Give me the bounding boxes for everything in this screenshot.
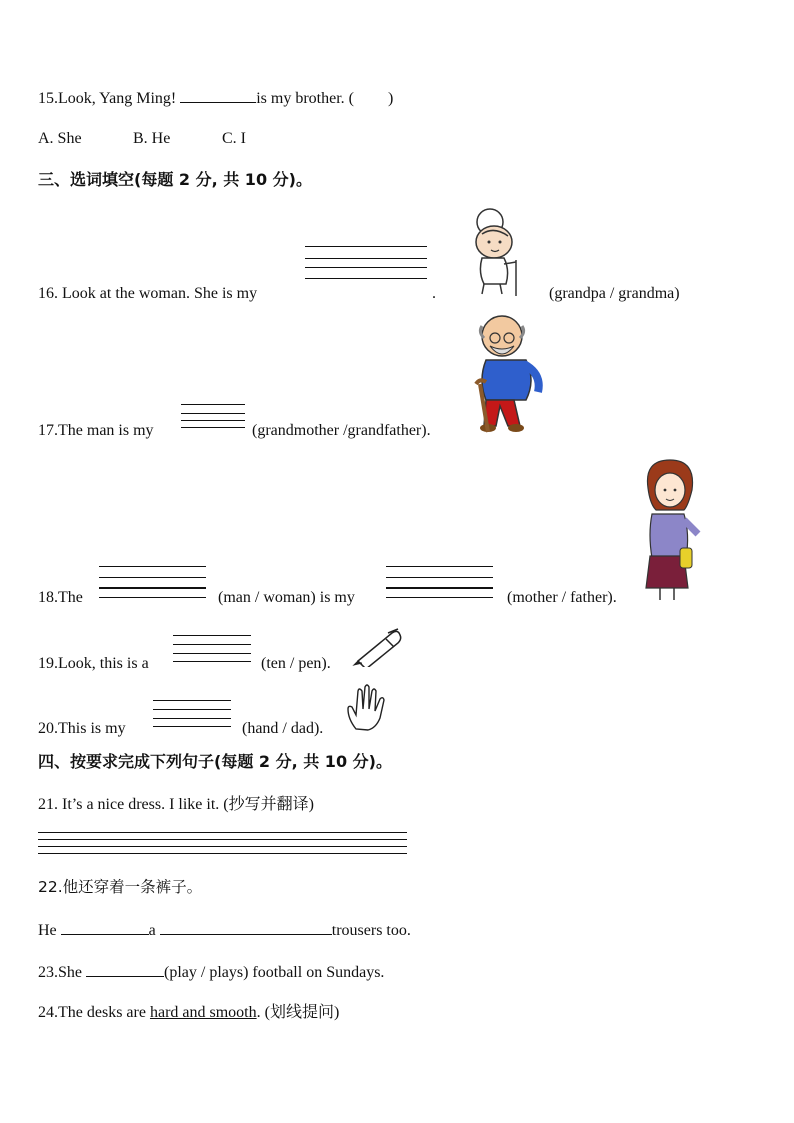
q22-sentence <box>38 920 411 941</box>
q21-text: 21. It’s a nice dress. I like it. (抄写并翻译) <box>38 796 314 813</box>
q17-text: 17.The man is my <box>38 422 154 439</box>
q21-writing-lines[interactable] <box>38 832 407 865</box>
section-4-title: 四、按要求完成下列句子(每题 2 分, 共 10 分)。 <box>38 752 392 771</box>
q24-suffix: . (划线提问) <box>256 1004 340 1021</box>
q15-option-c[interactable]: C. I <box>222 130 246 147</box>
q23-text: 23.She <box>38 964 86 981</box>
q24-sentence <box>38 1003 339 1023</box>
q20-choice: (hand / dad). <box>242 720 324 737</box>
grandpa-illustration <box>466 312 550 436</box>
q15-close: ) <box>388 90 394 107</box>
q23-blank[interactable] <box>86 962 164 977</box>
section-3-title: 三、选词填空(每题 2 分, 共 10 分)。 <box>38 170 312 189</box>
grandma-illustration <box>460 204 530 298</box>
q16-choice: (grandpa / grandma) <box>549 285 680 302</box>
q24-underlined: hard and smooth <box>149 1004 257 1021</box>
q22-text: 22.他还穿着一条裤子。 <box>38 878 203 896</box>
q18-writing-lines-1[interactable] <box>99 566 206 609</box>
q19-writing-lines[interactable] <box>173 635 251 673</box>
pen-illustration <box>352 625 404 667</box>
hand-illustration <box>344 683 390 733</box>
woman-illustration <box>634 458 704 604</box>
q24-prefix: 24.The desks are <box>38 1004 150 1021</box>
q17-writing-lines[interactable] <box>181 404 245 439</box>
q22-part1: He <box>38 922 61 939</box>
q15-suffix: is my brother. ( <box>256 90 354 107</box>
q18-choice-1: (man / woman) is my <box>218 589 355 606</box>
q23-sentence <box>38 962 384 983</box>
q18-text: 18.The <box>38 589 83 606</box>
q17-choice: (grandmother /grandfather). <box>252 422 431 439</box>
q20-text: 20.This is my <box>38 720 126 737</box>
q18-choice-2: (mother / father). <box>507 589 617 606</box>
q16-writing-lines[interactable] <box>305 246 427 290</box>
q16-text: 16. Look at the woman. She is my <box>38 285 258 302</box>
q16-period: . <box>432 285 436 302</box>
question-15 <box>38 88 393 109</box>
q19-text: 19.Look, this is a <box>38 655 149 672</box>
q15-blank[interactable] <box>180 88 256 103</box>
q18-writing-lines-2[interactable] <box>386 566 493 609</box>
q22-blank-1[interactable] <box>61 920 149 935</box>
q15-prefix: 15.Look, Yang Ming! <box>38 90 181 107</box>
q23-part2: (play / plays) football on Sundays. <box>164 964 385 981</box>
q19-choice: (ten / pen). <box>261 655 331 672</box>
q20-writing-lines[interactable] <box>153 700 231 738</box>
q15-option-b[interactable]: B. He <box>133 130 171 147</box>
q22-part3: trousers too. <box>331 922 411 939</box>
q22-part2: a <box>148 922 160 939</box>
q15-option-a[interactable]: A. She <box>38 130 82 147</box>
q22-blank-2[interactable] <box>160 920 332 935</box>
